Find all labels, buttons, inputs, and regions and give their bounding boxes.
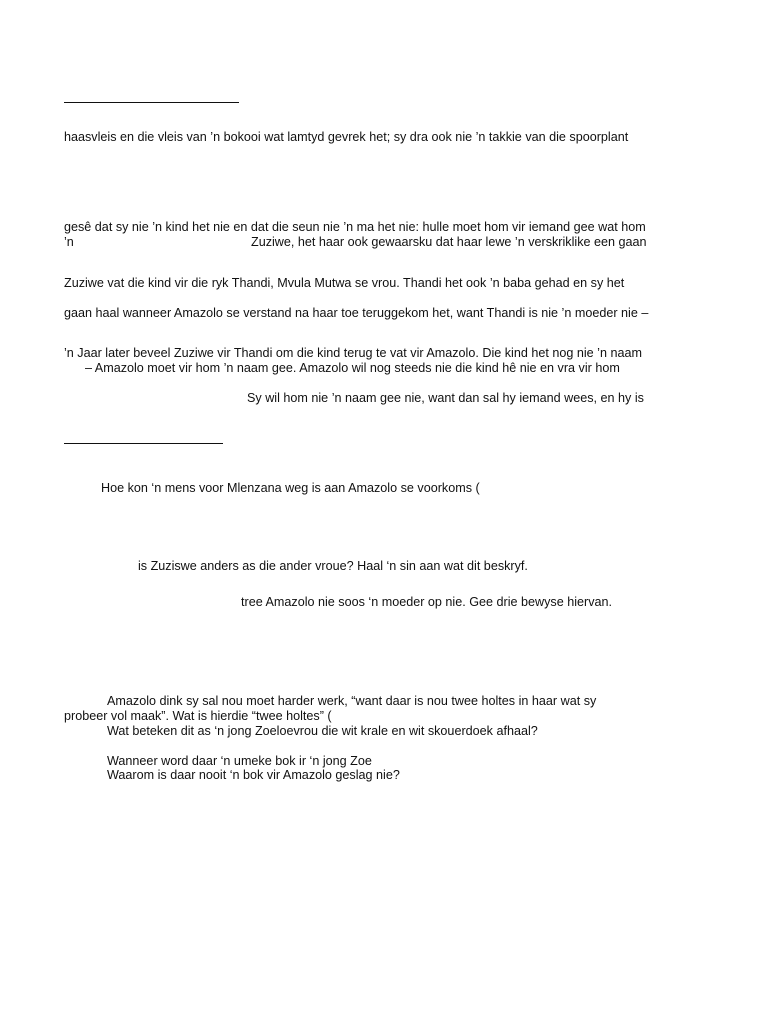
question-line: tree Amazolo nie soos ‘n moeder op nie. Gee drie bewyse hiervan.	[241, 595, 613, 609]
question-line: Amazolo dink sy sal nou moet harder werk, “want daar is nou twee holtes in haar wat sy	[107, 694, 597, 708]
question-line: probeer vol maak”. Wat is hierdie “twee holtes” (	[64, 709, 332, 723]
text-line: gaan haal wanneer Amazolo se verstand na haar toe teruggekom het, want Thandi is nie ’n moeder nie –	[64, 306, 649, 320]
text-line: ’n Jaar later beveel Zuziwe vir Thandi om die kind terug te vat vir Amazolo. Die kind het nog nie ’n naam	[64, 346, 642, 360]
text-line: Zuziwe, het haar ook gewaarsku dat haar lewe ’n verskriklike een gaan	[251, 235, 647, 249]
text-line: haasvleis en die vleis van ’n bokooi wat lamtyd gevrek het; sy dra ook nie ’n takkie van die spoorplant	[64, 130, 629, 144]
horizontal-rule-top	[64, 102, 239, 103]
text-line: – Amazolo moet vir hom ’n naam gee. Amazolo wil nog steeds nie die kind hê nie en vra vir hom	[85, 361, 620, 375]
text-line: Zuziwe vat die kind vir die ryk Thandi, Mvula Mutwa se vrou. Thandi het ook ’n baba gehad en sy het	[64, 276, 625, 290]
question-line: Wanneer word daar ‘n umeke bok ir ‘n jong Zoe	[107, 754, 372, 768]
question-line: Hoe kon ‘n mens voor Mlenzana weg is aan Amazolo se voorkoms (	[101, 481, 480, 495]
text-line: Sy wil hom nie ’n naam gee nie, want dan sal hy iemand wees, en hy is	[247, 391, 644, 405]
question-line: Wat beteken dit as ‘n jong Zoeloevrou die wit krale en wit skouerdoek afhaal?	[107, 724, 538, 738]
horizontal-rule-middle	[64, 443, 223, 444]
text-line: gesê dat sy nie ’n kind het nie en dat die seun nie ’n ma het nie: hulle moet hom vir iemand gee wat hom	[64, 220, 646, 234]
question-line: is Zuziswe anders as die ander vroue? Haal ‘n sin aan wat dit beskryf.	[138, 559, 528, 573]
text-line: ’n	[64, 235, 74, 249]
question-line: Waarom is daar nooit ‘n bok vir Amazolo geslag nie?	[107, 768, 400, 782]
